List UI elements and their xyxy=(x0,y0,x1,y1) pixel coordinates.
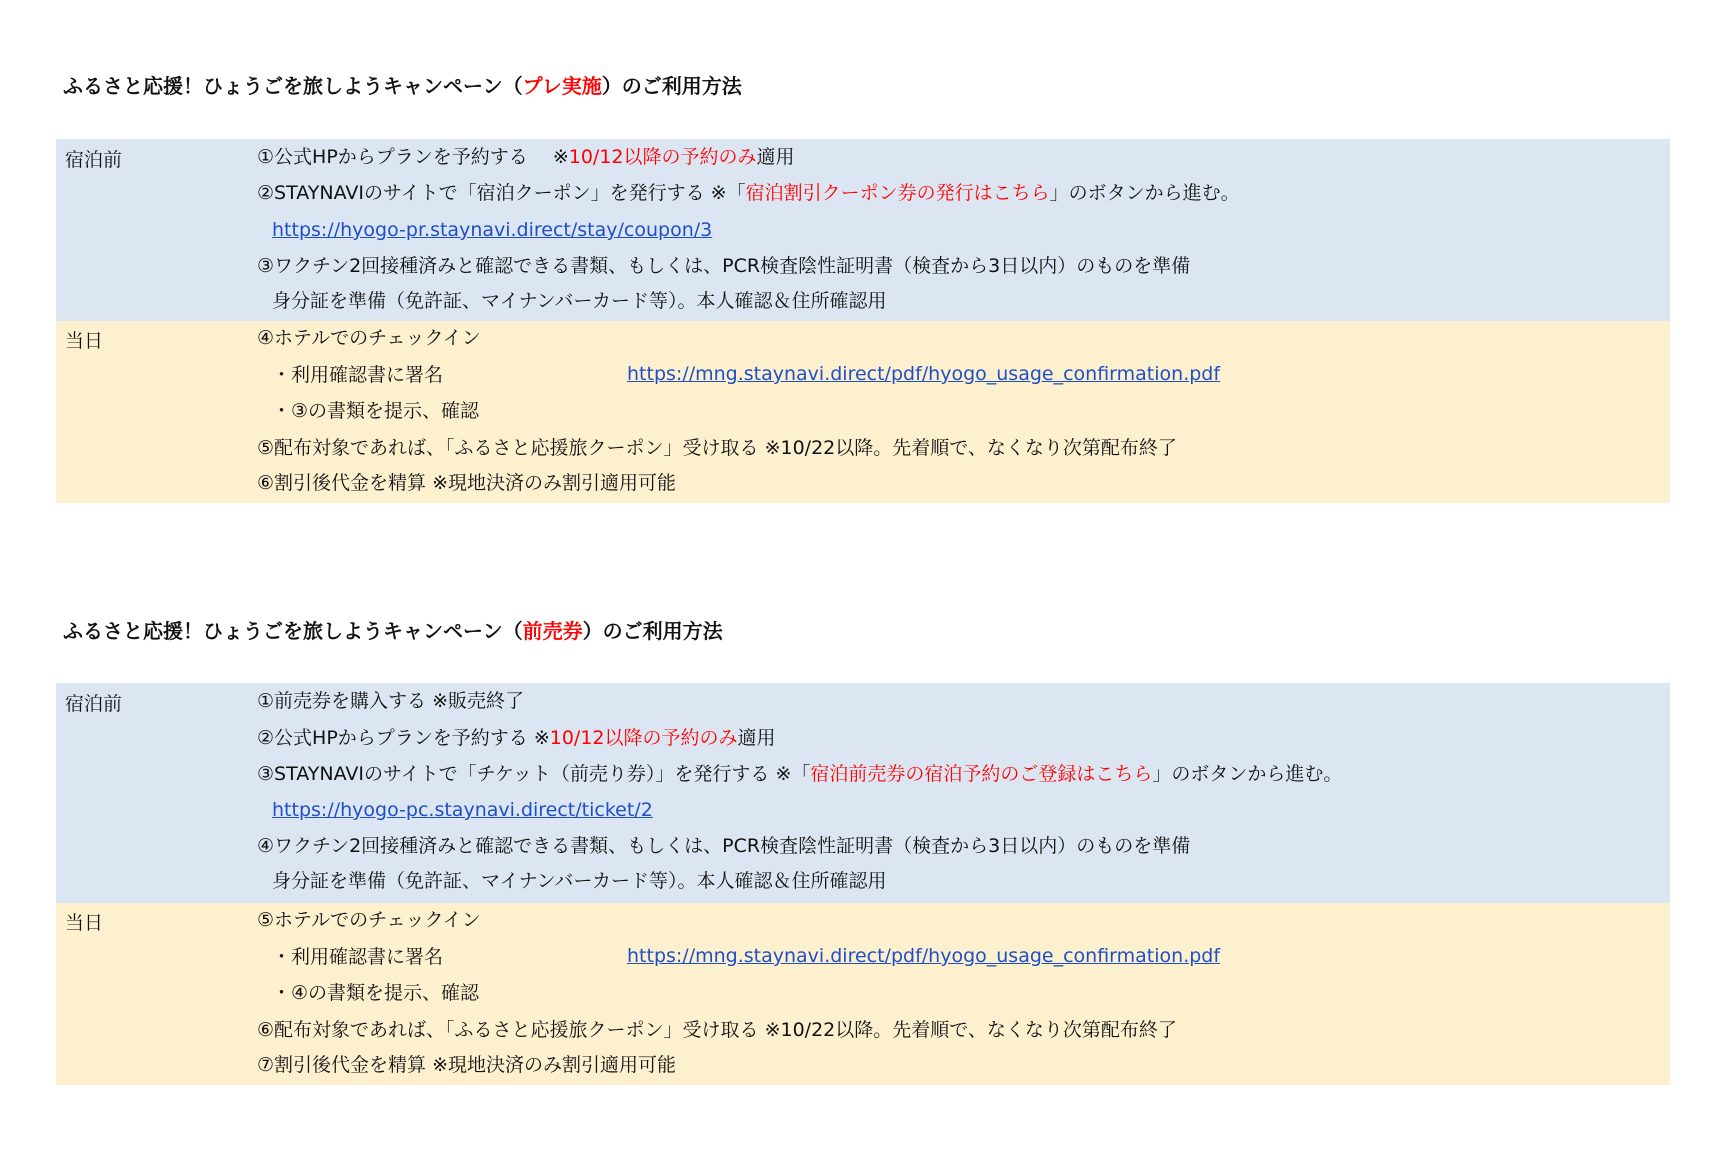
step-6: ⑥割引後代金を精算 ※現地決済のみ割引適用可能 xyxy=(257,472,676,494)
step-3-highlight: 宿泊前売券の宿泊予約のご登録はこちら xyxy=(810,763,1153,785)
confirmation-pdf-link[interactable]: https://mng.staynavi.direct/pdf/hyogo_usage_confirmation.pdf xyxy=(627,945,1221,967)
step-2-text: ②公式HPからプランを予約する ※ xyxy=(257,727,550,749)
step-2-highlight: 宿泊割引クーポン券の発行はこちら xyxy=(745,182,1050,204)
step-7: ⑦割引後代金を精算 ※現地決済のみ割引適用可能 xyxy=(257,1054,676,1076)
day-label: 当日 xyxy=(65,912,104,934)
step-3-text: ③STAYNAVIのサイトで「チケット（前売り券）」を発行する ※「 xyxy=(257,763,811,785)
show-documents: ・③の書類を提示、確認 xyxy=(272,400,480,422)
before-stay-label: 宿泊前 xyxy=(65,693,123,715)
section2-title xyxy=(63,615,723,644)
step-3-id: 身分証を準備（免許証、マイナンバーカード等）。本人確認＆住所確認用 xyxy=(272,290,887,312)
sign-confirmation: ・利用確認書に署名 xyxy=(272,946,444,968)
section2-title-highlight: 前売券 xyxy=(522,619,583,643)
step-3-suffix: 」のボタンから進む。 xyxy=(1152,763,1343,785)
day-label: 当日 xyxy=(65,330,104,352)
step-4: ④ホテルでのチェックイン xyxy=(257,327,481,349)
confirmation-pdf-link[interactable]: https://mng.staynavi.direct/pdf/hyogo_usage_confirmation.pdf xyxy=(627,363,1221,385)
sign-confirmation: ・利用確認書に署名 xyxy=(272,364,444,386)
coupon-url-link[interactable]: https://hyogo-pr.staynavi.direct/stay/coupon/3 xyxy=(272,219,713,241)
step-1-text: ①公式HPからプランを予約する ※ xyxy=(257,146,569,168)
before-stay-label: 宿泊前 xyxy=(65,149,123,171)
step-3 xyxy=(257,762,1342,786)
section1-before-stay-block xyxy=(56,139,1670,321)
step-3: ③ワクチン2回接種済みと確認できる書類、もしくは、PCR検査陰性証明書（検査から3日以内）のものを準備 xyxy=(257,255,1191,277)
show-documents: ・④の書類を提示、確認 xyxy=(272,982,480,1004)
step-5: ⑤ホテルでのチェックイン xyxy=(257,909,481,931)
step-2-text: ②STAYNAVIのサイトで「宿泊クーポン」を発行する ※「 xyxy=(257,182,746,204)
section1-title xyxy=(63,70,742,99)
step-1-suffix: 適用 xyxy=(756,146,795,168)
section2-day-block xyxy=(56,903,1670,1085)
step-6: ⑥配布対象であれば、「ふるさと応援旅クーポン」受け取る ※10/22以降。先着順で、なくなり次第配布終了 xyxy=(257,1019,1177,1041)
section2-title-suffix: ）のご利用方法 xyxy=(582,619,723,643)
section1-title-suffix: ）のご利用方法 xyxy=(601,74,742,98)
step-2 xyxy=(257,726,776,750)
section2-before-stay-block xyxy=(56,683,1670,903)
step-1: ①前売券を購入する ※販売終了 xyxy=(257,690,524,712)
step-2-highlight: 10/12以降の予約のみ xyxy=(549,727,738,749)
section1-title-highlight: プレ実施 xyxy=(522,74,602,98)
section1-title-prefix: ふるさと応援！ひょうごを旅しようキャンペーン（ xyxy=(63,74,523,98)
step-5: ⑤配布対象であれば、「ふるさと応援旅クーポン」受け取る ※10/22以降。先着順で、なくなり次第配布終了 xyxy=(257,437,1177,459)
section2-title-prefix: ふるさと応援！ひょうごを旅しようキャンペーン（ xyxy=(63,619,523,643)
step-2-suffix: 適用 xyxy=(737,727,776,749)
step-2 xyxy=(257,181,1240,205)
step-2-suffix: 」のボタンから進む。 xyxy=(1049,182,1240,204)
ticket-url-link[interactable]: https://hyogo-pc.staynavi.direct/ticket/2 xyxy=(272,799,653,821)
step-4: ④ワクチン2回接種済みと確認できる書類、もしくは、PCR検査陰性証明書（検査から3日以内）のものを準備 xyxy=(257,835,1191,857)
step-1-highlight: 10/12以降の予約のみ xyxy=(568,146,757,168)
step-4-id: 身分証を準備（免許証、マイナンバーカード等）。本人確認＆住所確認用 xyxy=(272,870,887,892)
step-1 xyxy=(257,145,795,169)
section1-day-block xyxy=(56,321,1670,503)
